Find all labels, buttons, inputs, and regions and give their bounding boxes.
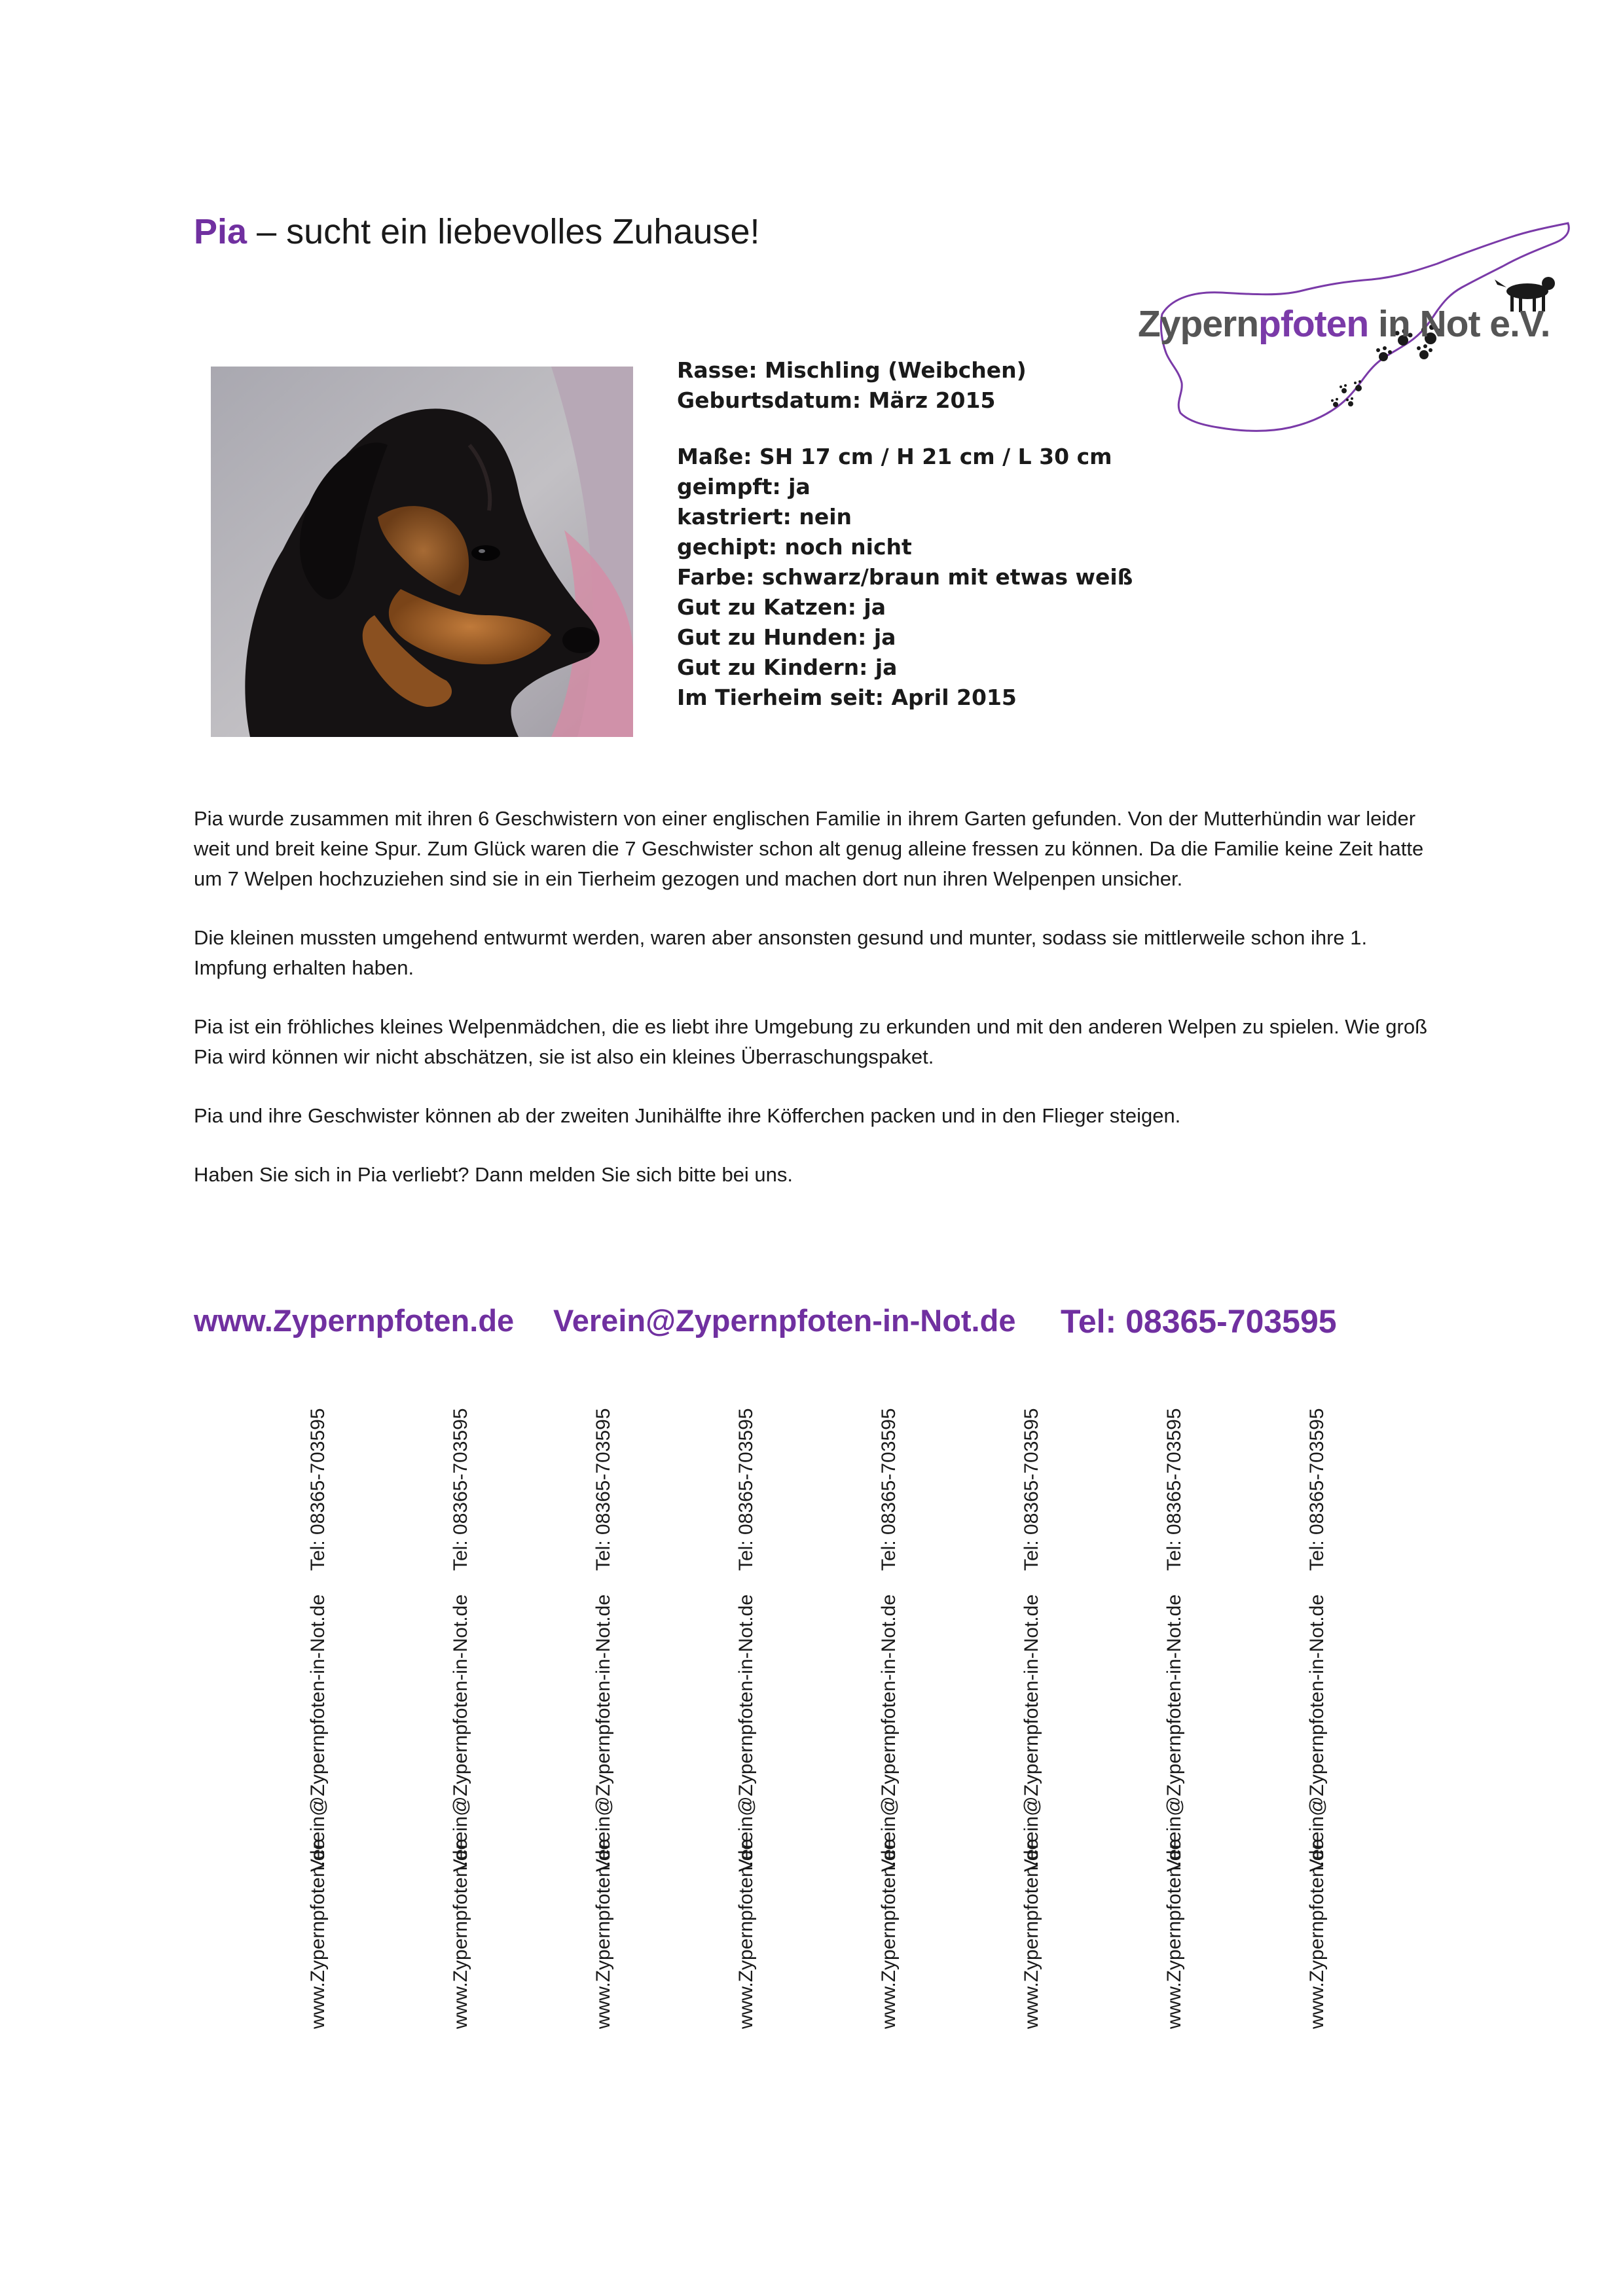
- fact-breed: Rasse: Mischling (Weibchen): [677, 357, 1027, 383]
- fact-children: Gut zu Kindern: ja: [677, 655, 898, 680]
- logo-wordmark: Zypernpfoten in Not e.V.: [1138, 303, 1550, 345]
- tear-off-strip[interactable]: www.Zypernpfoten.de Verein@Zypernpfoten-in-Not.de Tel: 08365-703595: [878, 1408, 900, 2029]
- page-title: [194, 208, 760, 255]
- fact-chipped: gechipt: noch nicht: [677, 534, 912, 560]
- tear-off-strip[interactable]: www.Zypernpfoten.de Verein@Zypernpfoten-in-Not.de Tel: 08365-703595: [1163, 1408, 1185, 2029]
- paragraph: Die kleinen mussten umgehend entwurmt werden, waren aber ansonsten gesund und munter, sodass sie mittlerweile schon ihre 1. Impfung erhalten haben.: [194, 926, 1368, 979]
- tear-off-strip[interactable]: www.Zypernpfoten.de Verein@Zypernpfoten-in-Not.de Tel: 08365-703595: [593, 1408, 614, 2029]
- phone-number: Tel: 08365-703595: [1061, 1303, 1337, 1340]
- fact-vaccinated: geimpft: ja: [677, 474, 811, 499]
- paragraph: Haben Sie sich in Pia verliebt? Dann melden Sie sich bitte bei uns.: [194, 1163, 793, 1186]
- paragraph: Pia und ihre Geschwister können ab der zweiten Junihälfte ihre Köfferchen packen und in den Flieger steigen.: [194, 1104, 1181, 1127]
- tear-off-strip[interactable]: www.Zypernpfoten.de Verein@Zypernpfoten-in-Not.de Tel: 08365-703595: [1306, 1408, 1328, 2029]
- email-link[interactable]: Verein@Zypernpfoten-in-Not.de: [553, 1303, 1016, 1338]
- tear-off-strip[interactable]: www.Zypernpfoten.de Verein@Zypernpfoten-in-Not.de Tel: 08365-703595: [307, 1408, 329, 2029]
- fact-cats: Gut zu Katzen: ja: [677, 594, 886, 620]
- dog-name: Pia: [194, 212, 247, 251]
- fact-color: Farbe: schwarz/braun mit etwas weiß: [677, 564, 1133, 590]
- fact-measurements: Maße: SH 17 cm / H 21 cm / L 30 cm: [677, 444, 1112, 469]
- paragraph: Pia ist ein fröhliches kleines Welpenmädchen, die es liebt ihre Umgebung zu erkunden und mit den anderen Welpen zu spielen. Wie groß Pia wird können wir nicht abschätzen, sie ist also ein kleines Überraschungspaket.: [194, 1015, 1428, 1068]
- paragraph: Pia wurde zusammen mit ihren 6 Geschwistern von einer englischen Familie in ihrem Garten gefunden. Von der Mutterhündin war leider weit und breit keine Spur. Zum Glück waren die 7 Geschwister schon alt genug alleine fressen zu können. Da die Familie keine Zeit hatte um 7 Welpen hochzuziehen sind sie in ein Tierheim gezogen und machen dort nun ihren Welpenpen unsicher.: [194, 807, 1424, 890]
- fact-birthdate: Geburtsdatum: März 2015: [677, 387, 996, 413]
- fact-shelter-since: Im Tierheim seit: April 2015: [677, 685, 1017, 710]
- description: [194, 804, 1438, 1219]
- website-link[interactable]: www.Zypernpfoten.de: [194, 1303, 515, 1338]
- dog-facts: [677, 355, 1266, 713]
- tear-off-strip[interactable]: www.Zypernpfoten.de Verein@Zypernpfoten-in-Not.de Tel: 08365-703595: [1021, 1408, 1042, 2029]
- tear-off-strip[interactable]: www.Zypernpfoten.de Verein@Zypernpfoten-in-Not.de Tel: 08365-703595: [735, 1408, 757, 2029]
- puppy-photo: [211, 367, 633, 737]
- title-tagline: – sucht ein liebevolles Zuhause!: [247, 212, 760, 251]
- tear-off-strip[interactable]: www.Zypernpfoten.de Verein@Zypernpfoten-in-Not.de Tel: 08365-703595: [450, 1408, 471, 2029]
- fact-neutered: kastriert: nein: [677, 504, 852, 529]
- fact-dogs: Gut zu Hunden: ja: [677, 624, 896, 650]
